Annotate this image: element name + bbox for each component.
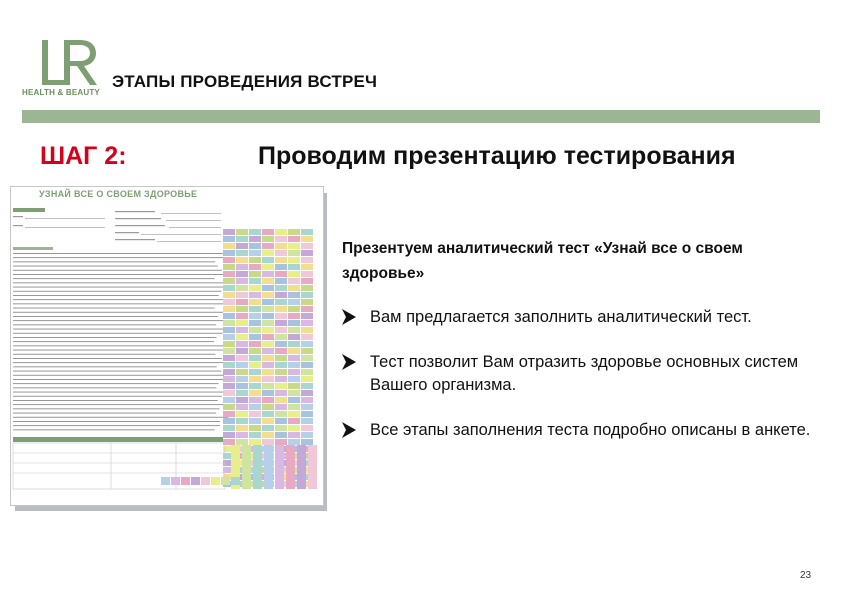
page-number: 23 [800,570,812,581]
bullet-item [342,306,820,329]
lr-logo [40,38,98,86]
bullet-text: Тест позволит Вам отразить здоровье основных систем Вашего организма. [370,353,799,394]
arrow-bullet-icon [342,422,356,438]
arrow-bullet-icon [342,354,356,370]
logo-tagline: HEALTH & BEAUTY [22,88,100,97]
header-title: ЭТАПЫ ПРОВЕДЕНИЯ ВСТРЕЧ [112,72,378,91]
questionnaire-title: УЗНАЙ ВСЕ О СВОЕМ ЗДОРОВЬЕ [39,189,198,199]
bullet-item [342,351,820,397]
step-label: ШАГ 2: [40,142,127,170]
step-title: Проводим презентацию тестирования [258,142,736,170]
questionnaire-preview [10,186,332,512]
bullet-text: Все этапы заполнения теста подробно описаны в анкете. [370,421,811,439]
content-block [342,236,812,464]
arrow-bullet-icon [342,309,356,325]
bullet-item [342,419,820,442]
questionnaire-scan [11,187,323,505]
header-divider [22,110,820,123]
bullet-text: Вам предлагается заполнить аналитический тест. [370,308,752,326]
questionnaire-page [10,186,324,506]
lead-text: Презентуем аналитический тест «Узнай все о своем здоровье» [342,240,743,282]
